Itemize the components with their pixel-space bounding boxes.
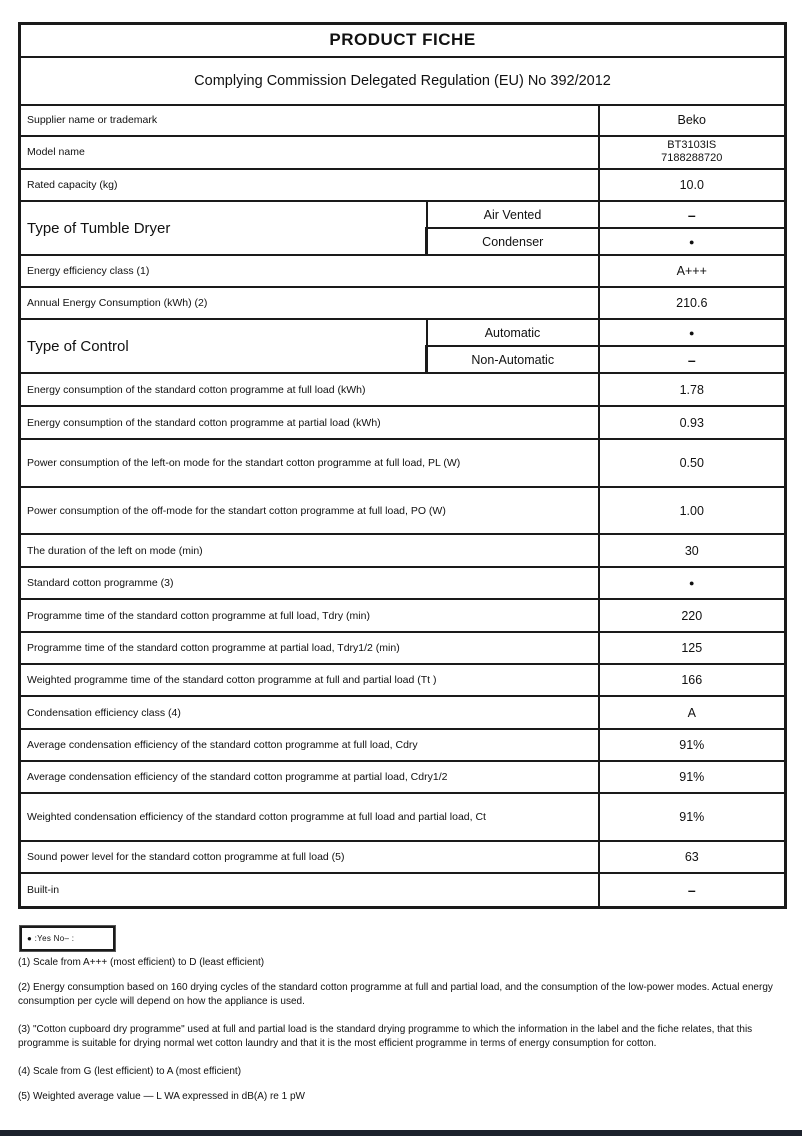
regulation-subtitle: Complying Commission Delegated Regulation (EU) No 392/2012 [20,57,786,105]
row-label: Type of Tumble Dryer [20,201,427,255]
row-label: Condensation efficiency class (4) [20,696,599,729]
row-label: Supplier name or trademark [20,105,599,136]
row-label: Model name [20,136,599,170]
footnote: (5) Weighted average value — L WA expressed in dB(A) re 1 pW [18,1091,305,1102]
table-row [20,841,786,873]
row-label: Type of Control [20,319,427,373]
row-label: Built-in [20,873,599,907]
footnote: (2) Energy consumption based on 160 drying cycles of the standard cotton programme at full and partial load, and the consumption of the low-power modes. Actual energy consumption per cycle will depend on how the appliance is used. [18,982,773,1007]
row-label: Rated capacity (kg) [20,169,599,201]
row-value: 1.00 [599,487,786,534]
table-row [20,373,786,406]
row-value-line: BT3103IS [667,138,717,151]
table-row [20,761,786,793]
row-value: 1.78 [599,373,786,406]
table-row [20,105,786,136]
table-row [20,793,786,841]
row-value: – [599,873,786,907]
row-value: 220 [599,599,786,632]
table-row [20,599,786,632]
row-value: ● [599,567,786,599]
legend-box [20,926,115,951]
row-value: 10.0 [599,169,786,201]
footnotes [18,956,786,1115]
row-value: Beko [599,105,786,136]
table-row [20,487,786,534]
row-label: Weighted condensation efficiency of the standard cotton programme at full load and partial load, Ct [20,793,599,841]
row-value: ● [599,319,786,346]
table-row [20,873,786,907]
row-value: A [599,696,786,729]
footnote: (3) "Cotton cupboard dry programme" used at full and partial load is the standard drying programme to which the information in the label and the fiche relates, that this programme is suitable for drying normal wet cotton laundry and that it is the most efficient programme in terms of energy consumption for cotton. [18,1024,753,1049]
row-value: 63 [599,841,786,873]
sub-row-label: Condenser [427,228,599,255]
row-label: Annual Energy Consumption (kWh) (2) [20,287,599,319]
title-row [20,24,786,57]
row-label: Average condensation efficiency of the standard cotton programme at full load, Cdry [20,729,599,761]
row-value: – [599,346,786,373]
row-value: – [599,201,786,228]
table-row [20,729,786,761]
row-label: Energy consumption of the standard cotton programme at full load (kWh) [20,373,599,406]
table-row [20,136,786,170]
row-label: Power consumption of the left-on mode for the standart cotton programme at full load, PL (W) [20,439,599,487]
table-row [20,169,786,201]
row-value: 91% [599,729,786,761]
table-row [20,287,786,319]
sub-row-label: Air Vented [427,201,599,228]
sub-row-label: Automatic [427,319,599,346]
fiche-title: PRODUCT FICHE [20,24,786,57]
table-row [20,567,786,599]
product-fiche-table [18,22,787,909]
row-label: The duration of the left on mode (min) [20,534,599,567]
row-value: 30 [599,534,786,567]
row-value: A+++ [599,255,786,287]
row-value: 125 [599,632,786,664]
row-label: Power consumption of the off-mode for the standart cotton programme at full load, PO (W) [20,487,599,534]
row-label: Programme time of the standard cotton programme at partial load, Tdry1/2 (min) [20,632,599,664]
table-row [20,632,786,664]
row-value: 0.93 [599,406,786,439]
table-row [20,201,786,228]
row-label: Average condensation efficiency of the standard cotton programme at partial load, Cdry1/2 [20,761,599,793]
row-value: 91% [599,761,786,793]
row-value: 166 [599,664,786,696]
bottom-bar [0,1130,802,1136]
sub-row-label: Non-Automatic [427,346,599,373]
row-value [599,136,786,170]
footnote: (1) Scale from A+++ (most efficient) to D (least efficient) [18,957,265,968]
table-row [20,319,786,346]
footnote: (4) Scale from G (lest efficient) to A (most efficient) [18,1066,242,1077]
table-row [20,439,786,487]
table-row [20,534,786,567]
row-label: Sound power level for the standard cotton programme at full load (5) [20,841,599,873]
table-row [20,664,786,696]
legend-text: ● :Yes No– : [27,934,75,943]
table-row [20,696,786,729]
row-label: Weighted programme time of the standard cotton programme at full and partial load (Tt ) [20,664,599,696]
subtitle-row [20,57,786,105]
table-row [20,255,786,287]
row-label: Standard cotton programme (3) [20,567,599,599]
row-value: ● [599,228,786,255]
row-label: Programme time of the standard cotton programme at full load, Tdry (min) [20,599,599,632]
table-row [20,406,786,439]
row-label: Energy consumption of the standard cotton programme at partial load (kWh) [20,406,599,439]
row-label: Energy efficiency class (1) [20,255,599,287]
row-value: 210.6 [599,287,786,319]
row-value: 91% [599,793,786,841]
row-value: 0.50 [599,439,786,487]
row-value-line: 7188288720 [661,152,723,165]
